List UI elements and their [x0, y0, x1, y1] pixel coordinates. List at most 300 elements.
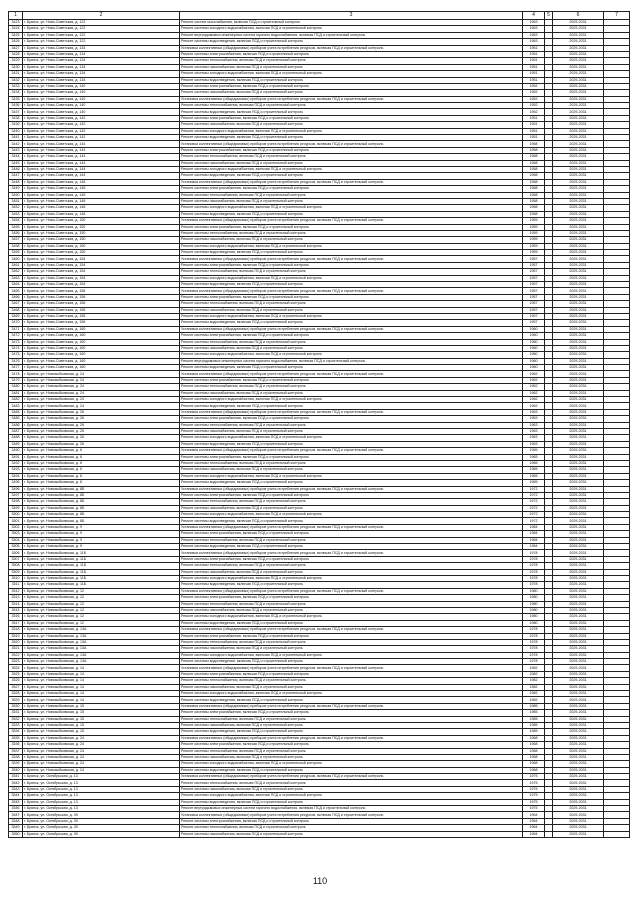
- build-year-cell: 1960: [523, 333, 545, 339]
- row-number-cell: 3459: [9, 250, 23, 256]
- work-type-cell: Установка коллективных (общедомовых) приборов учета потребления ресурсов, включая ПСД и строительный контроль: [180, 448, 523, 454]
- repair-period-cell: 2029-2031: [553, 198, 604, 204]
- work-type-cell: Ремонт системы водоотведения, включая ПСД и строительный контроль: [180, 403, 523, 409]
- address-cell: г. Брянск, ул. Новозыбковская, д. 6: [23, 448, 180, 454]
- row-number-cell: 3428: [9, 51, 23, 57]
- row-number-cell: 3518: [9, 627, 23, 633]
- address-cell: г. Брянск, ул. Ново-Советская, д. 140: [23, 83, 180, 89]
- row-number-cell: 3488: [9, 435, 23, 441]
- work-type-cell: Установка коллективных (общедомовых) приборов учета потребления ресурсов, включая ПСД и строительный контроль: [180, 774, 523, 780]
- build-year-cell: 1968: [523, 748, 545, 754]
- address-cell: г. Брянск, ул. Новозыбковская, д. 26: [23, 416, 180, 422]
- address-cell: г. Брянск, ул. Новозыбковская, д. 24: [23, 767, 180, 773]
- work-type-cell: Ремонт системы водоотведения, включая ПСД и строительный контроль: [180, 77, 523, 83]
- work-type-cell: Ремонт системы газоснабжения, включая ПСД и строительный контроль: [180, 429, 523, 435]
- build-year-cell: 1957: [523, 269, 545, 275]
- row-number-cell: 3429: [9, 58, 23, 64]
- address-cell: г. Брянск, ул. Ново-Советская, д. 156: [23, 307, 180, 313]
- build-year-cell: 1958: [523, 160, 545, 166]
- row-number-cell: 3467: [9, 301, 23, 307]
- row-number-cell: 3475: [9, 352, 23, 358]
- work-type-cell: Ремонт системы теплоснабжения, включая ПСД и строительный контроль: [180, 422, 523, 428]
- row-number-cell: 3542: [9, 780, 23, 786]
- table-body: [9, 20, 630, 838]
- repair-period-cell: 2029-2031: [553, 320, 604, 326]
- work-type-cell: Ремонт системы водоотведения, включая ПСД и строительный контроль: [180, 799, 523, 805]
- row-number-cell: 3474: [9, 345, 23, 351]
- build-year-cell: 1957: [523, 275, 545, 281]
- repair-period-cell: 2029-2031: [553, 128, 604, 134]
- work-type-cell: Ремонт системы газоснабжения, включая ПСД и строительный контроль: [180, 90, 523, 96]
- repair-period-cell: 2029-2031: [553, 301, 604, 307]
- row-number-cell: 3532: [9, 716, 23, 722]
- address-cell: г. Брянск, ул. Ново-Советская, д. 156: [23, 320, 180, 326]
- work-type-cell: Ремонт системы электроснабжения, включая ПСД и строительный контроль: [180, 83, 523, 89]
- address-cell: г. Брянск, ул. Ново-Советская, д. 150: [23, 230, 180, 236]
- repair-period-cell: 2029-2031: [553, 435, 604, 441]
- address-cell: г. Брянск, ул. Новозыбковская, д. 11Б: [23, 569, 180, 575]
- repair-period-cell: 2029-2031: [553, 135, 604, 141]
- address-cell: г. Брянск, ул. Ново-Советская, д. 150: [23, 224, 180, 230]
- repair-period-cell: 2029-2031: [553, 32, 604, 38]
- build-year-cell: 1978: [523, 633, 545, 639]
- build-year-cell: 1962: [523, 377, 545, 383]
- build-year-cell: 1963: [523, 441, 545, 447]
- row-number-cell: 3539: [9, 761, 23, 767]
- work-type-cell: Ремонт системы водоотведения, включая ПСД и строительный контроль: [180, 582, 523, 588]
- build-year-cell: 1978: [523, 569, 545, 575]
- row-number-cell: 3432: [9, 77, 23, 83]
- address-cell: г. Брянск, ул. Ново-Советская, д. 146: [23, 186, 180, 192]
- address-cell: г. Брянск, ул. Новозыбковская, д. 13А: [23, 646, 180, 652]
- work-type-cell: Установка коллективных (общедомовых) приборов учета потребления ресурсов, включая ПСД и строительный контроль: [180, 326, 523, 332]
- build-year-cell: 1985: [523, 710, 545, 716]
- row-number-cell: 3480: [9, 384, 23, 390]
- address-cell: г. Брянск, ул. Октябрьская, д. 39: [23, 831, 180, 837]
- register-table-container: [8, 11, 629, 838]
- repair-period-cell: 2029-2031: [553, 333, 604, 339]
- page-number: 110: [312, 876, 328, 886]
- build-year-cell: 1960: [523, 365, 545, 371]
- address-cell: г. Брянск, ул. Новозыбковская, д. 14: [23, 671, 180, 677]
- repair-period-cell: 2029-2031: [553, 403, 604, 409]
- address-cell: г. Брянск, ул. Новозыбковская, д. 13А: [23, 652, 180, 658]
- work-type-cell: Ремонт системы теплоснабжения, включая ПСД и строительный контроль: [180, 301, 523, 307]
- build-year-cell: 1951: [523, 51, 545, 57]
- row-number-cell: 3520: [9, 639, 23, 645]
- address-cell: г. Брянск, ул. Ново-Советская, д. 146: [23, 211, 180, 217]
- build-year-cell: 1959: [523, 237, 545, 243]
- address-cell: г. Брянск, ул. Новозыбковская, д. 11Б: [23, 563, 180, 569]
- build-year-cell: 1951: [523, 58, 545, 64]
- repair-period-cell: 2029-2031: [553, 83, 604, 89]
- work-type-cell: Ремонт систем газоснабжения, включая ПСД и строительный контроль: [180, 20, 523, 26]
- address-cell: г. Брянск, ул. Ново-Советская, д. 140: [23, 96, 180, 102]
- work-type-cell: Ремонт системы холодного водоснабжения, включая ПСД и строительный контроль: [180, 761, 523, 767]
- repair-period-cell: 2029-2031: [553, 486, 604, 492]
- work-type-cell: Ремонт системы электроснабжения, включая ПСД и строительный контроль: [180, 186, 523, 192]
- work-type-cell: Ремонт внутридомовых инженерных систем горячего водоснабжения, включая ПСД и строительный контроль: [180, 358, 523, 364]
- build-year-cell: 1951: [523, 115, 545, 121]
- build-year-cell: 1980: [523, 607, 545, 613]
- work-type-cell: Ремонт системы водоотведения, включая ПСД и строительный контроль: [180, 365, 523, 371]
- row-number-cell: 3476: [9, 358, 23, 364]
- repair-period-cell: 2029-2031: [553, 269, 604, 275]
- address-cell: г. Брянск, ул. Ново-Советская, д. 160: [23, 345, 180, 351]
- repair-period-cell: 2029-2031: [553, 122, 604, 128]
- repair-period-cell: 2029-2031: [553, 786, 604, 792]
- work-type-cell: Установка коллективных (общедомовых) приборов учета потребления ресурсов, включая ПСД и строительный контроль: [180, 735, 523, 741]
- row-number-cell: 3431: [9, 71, 23, 77]
- work-type-cell: Ремонт системы теплоснабжения, включая ПСД и строительный контроль: [180, 384, 523, 390]
- address-cell: г. Брянск, ул. Новозыбковская, д. 24: [23, 403, 180, 409]
- build-year-cell: 1960: [523, 345, 545, 351]
- build-year-cell: 1982: [523, 697, 545, 703]
- address-cell: г. Брянск, ул. Ново-Советская, д. 144: [23, 147, 180, 153]
- work-type-cell: Ремонт системы теплоснабжения, включая ПСД и строительный контроль: [180, 601, 523, 607]
- build-year-cell: 1968: [523, 767, 545, 773]
- build-year-cell: 1957: [523, 313, 545, 319]
- address-cell: г. Брянск, ул. Ново-Советская, д. 122: [23, 39, 180, 45]
- work-type-cell: Ремонт системы холодного водоснабжения, включая ПСД и строительный контроль: [180, 166, 523, 172]
- row-number-cell: 3496: [9, 486, 23, 492]
- build-year-cell: 1985: [523, 716, 545, 722]
- column-number: 4: [523, 12, 545, 20]
- build-year-cell: 1951: [523, 77, 545, 83]
- row-number-cell: 3462: [9, 269, 23, 275]
- address-cell: г. Брянск, ул. Новозыбковская, д. 12: [23, 601, 180, 607]
- work-type-cell: Ремонт системы водоотведения, включая ПСД и строительный контроль: [180, 441, 523, 447]
- build-year-cell: 1984: [523, 524, 545, 530]
- repair-period-cell: 2029-2031: [553, 422, 604, 428]
- work-type-cell: Ремонт системы теплоснабжения, включая ПСД и строительный контроль: [180, 230, 523, 236]
- work-type-cell: Ремонт системы теплоснабжения, включая ПСД и строительный контроль: [180, 537, 523, 543]
- empty-cell: [545, 831, 553, 837]
- build-year-cell: 1952: [523, 103, 545, 109]
- repair-period-cell: 2029-2031: [553, 186, 604, 192]
- repair-period-cell: 2029-2031: [553, 697, 604, 703]
- work-type-cell: Ремонт системы газоснабжения, включая ПСД и строительный контроль: [180, 345, 523, 351]
- build-year-cell: 1972: [523, 492, 545, 498]
- build-year-cell: 1978: [523, 646, 545, 652]
- build-year-cell: 1975: [523, 793, 545, 799]
- repair-period-cell: 2029-2031: [553, 678, 604, 684]
- work-type-cell: Ремонт системы холодного водоснабжения, включая ПСД и строительный контроль: [180, 243, 523, 249]
- repair-period-cell: 2029-2031: [553, 825, 604, 831]
- build-year-cell: 1982: [523, 665, 545, 671]
- build-year-cell: 1978: [523, 563, 545, 569]
- address-cell: г. Брянск, ул. Новозыбковская, д. 11Б: [23, 550, 180, 556]
- row-number-cell: 3472: [9, 333, 23, 339]
- work-type-cell: Ремонт системы газоснабжения, включая ПСД и строительный контроль: [180, 122, 523, 128]
- build-year-cell: 1963: [523, 422, 545, 428]
- row-number-cell: 3445: [9, 160, 23, 166]
- build-year-cell: 1984: [523, 537, 545, 543]
- build-year-cell: 1952: [523, 109, 545, 115]
- row-number-cell: 3454: [9, 218, 23, 224]
- build-year-cell: 1959: [523, 230, 545, 236]
- build-year-cell: 1958: [523, 147, 545, 153]
- repair-period-cell: 2029-2031: [553, 607, 604, 613]
- repair-period-cell: 2029-2031: [553, 352, 604, 358]
- address-cell: г. Брянск, ул. Новозыбковская, д. 8Б: [23, 486, 180, 492]
- work-type-cell: Ремонт системы холодного водоснабжения, включая ПСД и строительный контроль: [180, 614, 523, 620]
- work-type-cell: Ремонт системы холодного водоснабжения, включая ПСД и строительный контроль: [180, 575, 523, 581]
- build-year-cell: 1964: [523, 812, 545, 818]
- build-year-cell: 1963: [523, 20, 545, 26]
- row-number-cell: 3533: [9, 722, 23, 728]
- repair-period-cell: 2029-2031: [553, 703, 604, 709]
- empty-cell: [604, 831, 630, 837]
- row-number-cell: 3461: [9, 262, 23, 268]
- work-type-cell: Установка коллективных (общедомовых) приборов учета потребления ресурсов, включая ПСД и строительный контроль: [180, 179, 523, 185]
- repair-period-cell: 2029-2031: [553, 556, 604, 562]
- work-type-cell: Ремонт системы электроснабжения, включая ПСД и строительный контроль: [180, 377, 523, 383]
- work-type-cell: Ремонт системы теплоснабжения, включая ПСД и строительный контроль: [180, 563, 523, 569]
- work-type-cell: Ремонт системы газоснабжения, включая ПСД и строительный контроль: [180, 646, 523, 652]
- row-number-cell: 3548: [9, 818, 23, 824]
- work-type-cell: Ремонт системы холодного водоснабжения, включая ПСД и строительный контроль: [180, 26, 523, 32]
- build-year-cell: 1980: [523, 588, 545, 594]
- row-number-cell: 3464: [9, 282, 23, 288]
- repair-period-cell: 2029-2031: [553, 20, 604, 26]
- work-type-cell: Ремонт системы электроснабжения, включая ПСД и строительный контроль: [180, 454, 523, 460]
- work-type-cell: Ремонт системы газоснабжения, включая ПСД и строительный контроль: [180, 505, 523, 511]
- row-number-cell: 3525: [9, 671, 23, 677]
- work-type-cell: Установка коллективных (общедомовых) приборов учета потребления ресурсов, включая ПСД и строительный контроль: [180, 524, 523, 530]
- address-cell: г. Брянск, ул. Новозыбковская, д. 11Б: [23, 582, 180, 588]
- row-number-cell: 3509: [9, 569, 23, 575]
- row-number-cell: 3487: [9, 429, 23, 435]
- row-number-cell: 3545: [9, 799, 23, 805]
- build-year-cell: 1982: [523, 671, 545, 677]
- work-type-cell: Ремонт системы теплоснабжения, включая ПСД и строительный контроль: [180, 269, 523, 275]
- row-number-cell: 3506: [9, 550, 23, 556]
- address-cell: г. Брянск, ул. Новозыбковская, д. 12: [23, 607, 180, 613]
- row-number-cell: 3455: [9, 224, 23, 230]
- repair-period-cell: 2029-2031: [553, 166, 604, 172]
- address-cell: г. Брянск, ул. Новозыбковская, д. 8Б: [23, 505, 180, 511]
- row-number-cell: 3425: [9, 32, 23, 38]
- address-cell: г. Брянск, ул. Новозыбковская, д. 8Б: [23, 492, 180, 498]
- build-year-cell: 1958: [523, 173, 545, 179]
- build-year-cell: 1962: [523, 390, 545, 396]
- row-number-cell: 3510: [9, 575, 23, 581]
- build-year-cell: 1958: [523, 205, 545, 211]
- address-cell: г. Брянск, ул. Ново-Советская, д. 160: [23, 326, 180, 332]
- address-cell: г. Брянск, ул. Ново-Советская, д. 142: [23, 122, 180, 128]
- work-type-cell: Ремонт системы теплоснабжения, включая ПСД и строительный контроль: [180, 825, 523, 831]
- repair-period-cell: 2029-2031: [553, 595, 604, 601]
- build-year-cell: 1965: [523, 467, 545, 473]
- row-number-cell: 3524: [9, 665, 23, 671]
- build-year-cell: 1952: [523, 83, 545, 89]
- row-number-cell: 3544: [9, 793, 23, 799]
- address-cell: г. Брянск, ул. Октябрьская, д. 13: [23, 786, 180, 792]
- row-number-cell: 3536: [9, 742, 23, 748]
- work-type-cell: Ремонт системы электроснабжения, включая ПСД и строительный контроль: [180, 531, 523, 537]
- build-year-cell: 1958: [523, 179, 545, 185]
- address-cell: г. Брянск, ул. Ново-Советская, д. 144: [23, 166, 180, 172]
- row-number-cell: 3435: [9, 96, 23, 102]
- address-cell: г. Брянск, ул. Новозыбковская, д. 13А: [23, 633, 180, 639]
- address-cell: г. Брянск, ул. Ново-Советская, д. 154: [23, 275, 180, 281]
- repair-period-cell: 2029-2031: [553, 473, 604, 479]
- address-cell: г. Брянск, ул. Ново-Советская, д. 134: [23, 71, 180, 77]
- address-cell: г. Брянск, ул. Ново-Советская, д. 144: [23, 160, 180, 166]
- column-number: 3: [180, 12, 523, 20]
- work-type-cell: Ремонт системы электроснабжения, включая ПСД и строительный контроль: [180, 633, 523, 639]
- row-number-cell: 3507: [9, 556, 23, 562]
- row-number-cell: 3505: [9, 544, 23, 550]
- address-cell: г. Брянск, ул. Ново-Советская, д. 146: [23, 192, 180, 198]
- repair-period-cell: 2029-2031: [553, 192, 604, 198]
- row-number-cell: 3447: [9, 173, 23, 179]
- build-year-cell: 1968: [523, 735, 545, 741]
- repair-period-cell: 2029-2031: [553, 665, 604, 671]
- build-year-cell: 1951: [523, 64, 545, 70]
- row-number-cell: 3528: [9, 691, 23, 697]
- repair-period-cell: 2029-2031: [553, 454, 604, 460]
- build-year-cell: 1963: [523, 435, 545, 441]
- address-cell: г. Брянск, ул. Новозыбковская, д. 15: [23, 703, 180, 709]
- row-number-cell: 3458: [9, 243, 23, 249]
- address-cell: г. Брянск, ул. Новозыбковская, д. 13А: [23, 627, 180, 633]
- work-type-cell: Установка коллективных (общедомовых) приборов учета потребления ресурсов, включая ПСД и строительный контроль: [180, 45, 523, 51]
- work-type-cell: Ремонт системы водоотведения, включая ПСД и строительный контроль: [180, 518, 523, 524]
- address-cell: г. Брянск, ул. Новозыбковская, д. 11Б: [23, 575, 180, 581]
- work-type-cell: Ремонт системы холодного водоснабжения, включая ПСД и строительный контроль: [180, 652, 523, 658]
- repair-period-cell: 2029-2031: [553, 748, 604, 754]
- build-year-cell: 1951: [523, 122, 545, 128]
- row-number-cell: 3540: [9, 767, 23, 773]
- column-number: 1: [9, 12, 23, 20]
- build-year-cell: 1978: [523, 652, 545, 658]
- repair-period-cell: 2029-2031: [553, 761, 604, 767]
- repair-period-cell: 2029-2031: [553, 633, 604, 639]
- address-cell: г. Брянск, ул. Новозыбковская, д. 6: [23, 473, 180, 479]
- repair-period-cell: 2029-2031: [553, 345, 604, 351]
- work-type-cell: Ремонт системы теплоснабжения, включая ПСД и строительный контроль: [180, 460, 523, 466]
- address-cell: г. Брянск, ул. Октябрьская, д. 13: [23, 806, 180, 812]
- build-year-cell: 1984: [523, 531, 545, 537]
- repair-period-cell: 2029-2031: [553, 409, 604, 415]
- build-year-cell: 1972: [523, 486, 545, 492]
- repair-period-cell: 2029-2031: [553, 326, 604, 332]
- work-type-cell: Ремонт системы холодного водоснабжения, включая ПСД и строительный контроль: [180, 512, 523, 518]
- row-number-cell: 3498: [9, 499, 23, 505]
- address-cell: г. Брянск, ул. Ново-Советская, д. 144: [23, 173, 180, 179]
- row-number-cell: 3443: [9, 147, 23, 153]
- row-number-cell: 3441: [9, 135, 23, 141]
- row-number-cell: 3436: [9, 103, 23, 109]
- build-year-cell: 1962: [523, 397, 545, 403]
- address-cell: г. Брянск, ул. Ново-Советская, д. 146: [23, 205, 180, 211]
- address-cell: г. Брянск, ул. Ново-Советская, д. 156: [23, 313, 180, 319]
- row-number-cell: 3534: [9, 729, 23, 735]
- build-year-cell: 1980: [523, 620, 545, 626]
- row-number-cell: 3495: [9, 480, 23, 486]
- work-type-cell: Ремонт системы водоотведения, включая ПСД и строительный контроль: [180, 39, 523, 45]
- work-type-cell: Ремонт системы водоотведения, включая ПСД и строительный контроль: [180, 620, 523, 626]
- repair-period-cell: 2029-2031: [553, 371, 604, 377]
- address-cell: г. Брянск, ул. Ново-Советская, д. 134: [23, 58, 180, 64]
- work-type-cell: Установка коллективных (общедомовых) приборов учета потребления ресурсов, включая ПСД и строительный контроль: [180, 550, 523, 556]
- row-number-cell: 3453: [9, 211, 23, 217]
- address-cell: г. Брянск, ул. Ново-Советская, д. 134: [23, 77, 180, 83]
- work-type-cell: Установка коллективных (общедомовых) приборов учета потребления ресурсов, включая ПСД и строительный контроль: [180, 371, 523, 377]
- work-type-cell: Ремонт системы газоснабжения, включая ПСД и строительный контроль: [180, 569, 523, 575]
- row-number-cell: 3543: [9, 786, 23, 792]
- build-year-cell: 1965: [523, 448, 545, 454]
- row-number-cell: 3485: [9, 416, 23, 422]
- repair-period-cell: 2029-2031: [553, 671, 604, 677]
- row-number-cell: 3452: [9, 205, 23, 211]
- repair-period-cell: 2029-2031: [553, 531, 604, 537]
- row-number-cell: 3503: [9, 531, 23, 537]
- address-cell: г. Брянск, ул. Новозыбковская, д. 15: [23, 716, 180, 722]
- work-type-cell: Ремонт системы электроснабжения, включая ПСД и строительный контроль: [180, 556, 523, 562]
- row-number-cell: 3438: [9, 115, 23, 121]
- work-type-cell: Ремонт системы газоснабжения, включая ПСД и строительный контроль: [180, 684, 523, 690]
- repair-period-cell: 2029-2031: [553, 537, 604, 543]
- repair-period-cell: 2029-2031: [553, 550, 604, 556]
- work-type-cell: Ремонт системы холодного водоснабжения, включая ПСД и строительный контроль: [180, 205, 523, 211]
- repair-period-cell: 2029-2031: [553, 250, 604, 256]
- address-cell: г. Брянск, ул. Новозыбковская, д. 14: [23, 665, 180, 671]
- row-number-cell: 3477: [9, 365, 23, 371]
- repair-period-cell: 2029-2031: [553, 793, 604, 799]
- work-type-cell: Ремонт системы электроснабжения, включая ПСД и строительный контроль: [180, 818, 523, 824]
- address-cell: г. Брянск, ул. Новозыбковская, д. 6: [23, 454, 180, 460]
- build-year-cell: 1963: [523, 32, 545, 38]
- build-year-cell: 1980: [523, 614, 545, 620]
- address-cell: г. Брянск, ул. Новозыбковская, д. 26: [23, 422, 180, 428]
- address-cell: г. Брянск, ул. Ново-Советская, д. 146: [23, 179, 180, 185]
- repair-period-cell: 2029-2031: [553, 492, 604, 498]
- row-number-cell: 3512: [9, 588, 23, 594]
- work-type-cell: Ремонт системы газоснабжения, включая ПСД и строительный контроль: [180, 754, 523, 760]
- work-type-cell: Установка коллективных (общедомовых) приборов учета потребления ресурсов, включая ПСД и строительный контроль: [180, 812, 523, 818]
- build-year-cell: 1959: [523, 243, 545, 249]
- build-year-cell: 1975: [523, 774, 545, 780]
- work-type-cell: Ремонт системы теплоснабжения, включая ПСД и строительный контроль: [180, 678, 523, 684]
- work-type-cell: Ремонт внутридомовых инженерных систем горячего водоснабжения, включая ПСД и строительный контроль: [180, 32, 523, 38]
- repair-period-cell: 2029-2031: [553, 339, 604, 345]
- address-cell: г. Брянск, ул. Октябрьская, д. 13: [23, 774, 180, 780]
- row-number-cell: 3442: [9, 141, 23, 147]
- repair-period-cell: 2029-2031: [553, 512, 604, 518]
- build-year-cell: 1952: [523, 90, 545, 96]
- work-type-cell: Ремонт системы холодного водоснабжения, включая ПСД и строительный контроль: [180, 71, 523, 77]
- address-cell: г. Брянск, ул. Новозыбковская, д. 14: [23, 678, 180, 684]
- row-number-cell: 3433: [9, 83, 23, 89]
- row-number-cell: 3549: [9, 825, 23, 831]
- row-number-cell: 3522: [9, 652, 23, 658]
- repair-period-cell: 2029-2031: [553, 627, 604, 633]
- build-year-cell: 1964: [523, 818, 545, 824]
- address-cell: г. Брянск, ул. Новозыбковская, д. 12: [23, 620, 180, 626]
- address-cell: г. Брянск, ул. Новозыбковская, д. 15: [23, 722, 180, 728]
- column-number-row: [9, 12, 630, 20]
- work-type-cell: Ремонт системы водоотведения, включая ПСД и строительный контроль: [180, 544, 523, 550]
- address-cell: г. Брянск, ул. Новозыбковская, д. 13А: [23, 659, 180, 665]
- build-year-cell: 1958: [523, 141, 545, 147]
- row-number-cell: 3517: [9, 620, 23, 626]
- build-year-cell: 1958: [523, 198, 545, 204]
- repair-period-cell: 2029-2031: [553, 294, 604, 300]
- build-year-cell: 1978: [523, 639, 545, 645]
